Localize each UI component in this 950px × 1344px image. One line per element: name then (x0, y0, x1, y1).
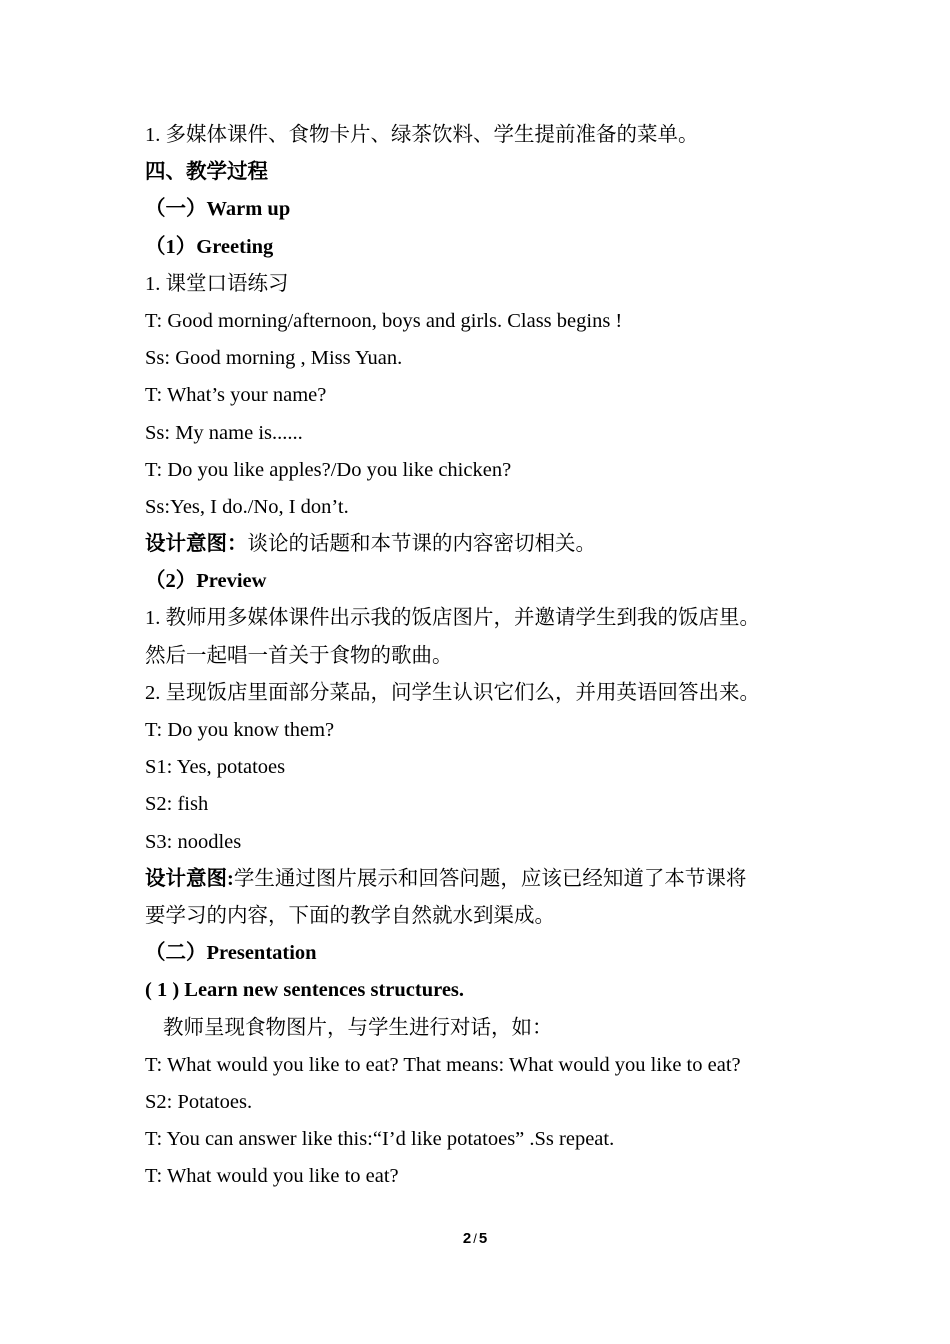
paragraph-line: 要学习的内容，下面的教学自然就水到渠成。 (145, 904, 555, 927)
paragraph-line: 1. 课堂口语练习 (145, 272, 289, 295)
dialogue-line: Ss: My name is...... (145, 421, 303, 444)
page-number (0, 1229, 950, 1249)
subsection-heading-warm-up: （一）Warm up (145, 198, 291, 221)
materials-line: 1. 多媒体课件、食物卡片、绿茶饮料、学生提前准备的菜单。 (145, 124, 699, 146)
document-body (145, 117, 825, 1195)
total-pages-number: 5 (478, 1230, 488, 1247)
section-heading-teaching-process: 四、教学过程 (145, 161, 268, 184)
dialogue-line: Ss: Good morning , Miss Yuan. (145, 347, 403, 370)
subsection-heading-presentation: （二）Presentation (145, 942, 317, 965)
design-intent-line (145, 861, 825, 898)
step-heading-preview: （2）Preview (145, 570, 267, 593)
dialogue-line: T: What would you like to eat? That means: What would you like to eat? (145, 1053, 741, 1076)
dialogue-line: T: You can answer like this:“I’d like potatoes” .Ss repeat. (145, 1128, 615, 1151)
design-intent-label: 设计意图： (145, 533, 248, 556)
dialogue-line: T: What’s your name? (145, 384, 327, 407)
dialogue-line: T: Do you like apples?/Do you like chicken? (145, 458, 512, 481)
design-intent-text: 谈论的话题和本节课的内容密切相关。 (247, 533, 596, 556)
design-intent-text: 学生通过图片展示和回答问题，应该已经知道了本节课将 (233, 867, 747, 890)
dialogue-line: S3: noodles (145, 830, 242, 853)
dialogue-line: T: Do you know them? (145, 719, 335, 741)
design-intent-line (145, 526, 825, 563)
current-page-number: 2 (462, 1230, 472, 1247)
paragraph-line: 然后一起唱一首关于食物的歌曲。 (145, 644, 453, 667)
paragraph-line: 2. 呈现饭店里面部分菜品，问学生认识它们么，并用英语回答出来。 (145, 681, 760, 704)
dialogue-line: Ss:Yes, I do./No, I don’t. (145, 495, 349, 518)
page-number-separator: / (473, 1231, 477, 1246)
paragraph-line: 1. 教师用多媒体课件出示我的饭店图片，并邀请学生到我的饭店里。 (145, 607, 760, 630)
paragraph-line: 教师呈现食物图片，与学生进行对话，如： (163, 1016, 553, 1039)
dialogue-line: S1: Yes, potatoes (145, 756, 286, 779)
dialogue-line: S2: fish (145, 793, 209, 816)
step-heading-greeting: （1）Greeting (145, 235, 274, 258)
dialogue-line: T: What would you like to eat? (145, 1165, 399, 1188)
design-intent-label: 设计意图: (145, 867, 234, 890)
dialogue-line: S2: Potatoes. (145, 1090, 253, 1113)
step-heading-learn-new-sentences: ( 1 ) Learn new sentences structures. (145, 979, 465, 1002)
dialogue-line: T: Good morning/afternoon, boys and girls. Class begins ! (145, 309, 623, 332)
